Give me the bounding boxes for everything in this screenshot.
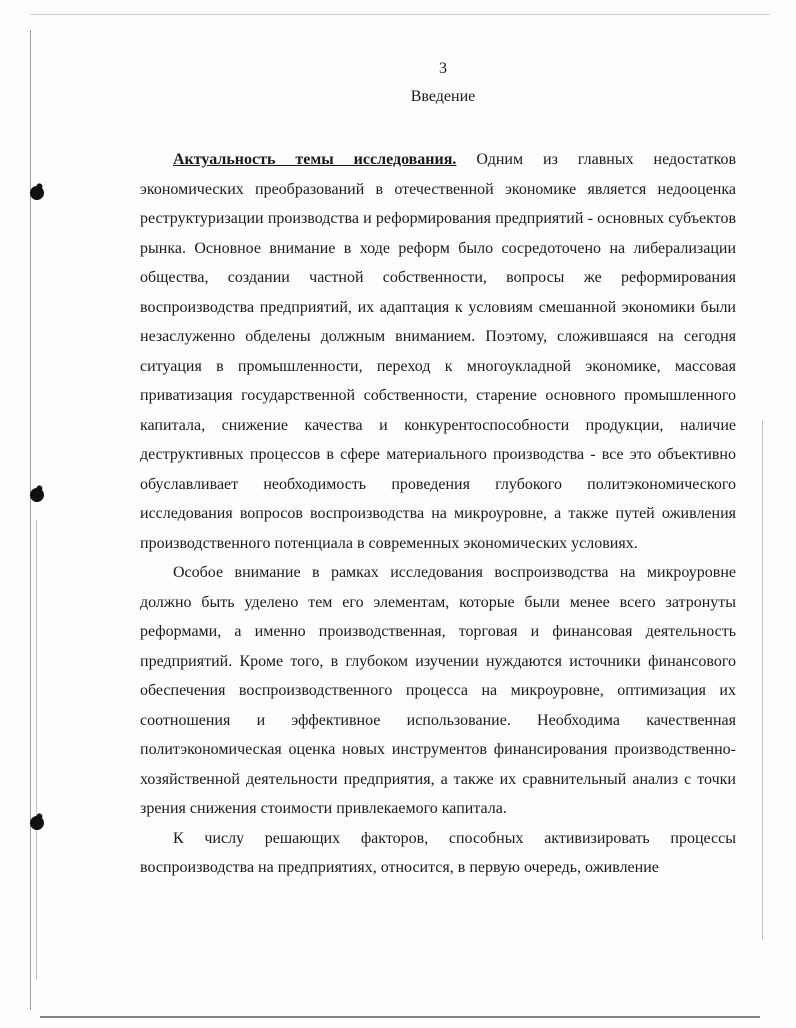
scan-edge-right <box>762 420 763 940</box>
page-number: 3 <box>439 60 447 77</box>
document-body <box>140 145 736 883</box>
paragraph-text: Особое внимание в рамках исследования воспроизводства на микроуровне должно быть уделено тем его элементам, которые были менее всего затронуты реформами, а именно производственная, торговая и финансовая деятельность предприятий. Кроме того, в глубоком изучении нуждаются источники финансового обеспечения воспроизводственного процесса на микроуровне, оптимизация их соотношения и эффективное использование. Необходима качественная политэкономическая оценка новых инструментов финансирования производственно-хозяйственной деятельности предприятия, а также их сравнительный анализ с точки зрения снижения стоимости привлекаемого капитала. <box>140 564 736 817</box>
paragraph-text: К числу решающих факторов, способных активизировать процессы воспроизводства на предприятиях, относится, в первую очередь, оживление <box>140 829 736 876</box>
scan-edge-left-inner <box>36 520 37 980</box>
scan-edge-top <box>30 14 770 15</box>
scan-edge-bottom <box>40 1016 760 1018</box>
paragraph <box>140 558 736 824</box>
paragraph <box>140 824 736 883</box>
page-title: Введение <box>410 88 476 105</box>
paragraph <box>140 145 736 558</box>
paragraph-text: Одним из главных недостатков экономических преобразований в отечественной экономике является недооценка реструктуризации производства и реформирования предприятий - основных субъектов рынка. Основное внимание в ходе реформ было сосредоточено на либерализации общества, создании частной собственности, вопросы же реформирования воспроизводства предприятий, их адаптация к условиям смешанной экономики были незаслуженно обделены должным вниманием. Поэтому, сложившаяся на сегодня ситуация в промышленности, переход к многоукладной экономике, массовая приватизация государственной собственности, старение основного промышленного капитала, снижение качества и конкурентоспособности продукции, наличие деструктивных процессов в сфере материального производства - все это объективно обуславливает необходимость проведения глубокого политэкономического исследования вопросов воспроизводства на микроуровне, а также путей оживления производственного потенциала в современных экономических условиях. <box>140 151 737 552</box>
scan-edge-left <box>30 30 31 1010</box>
paragraph-lead: Актуальность темы исследования. <box>173 151 457 168</box>
